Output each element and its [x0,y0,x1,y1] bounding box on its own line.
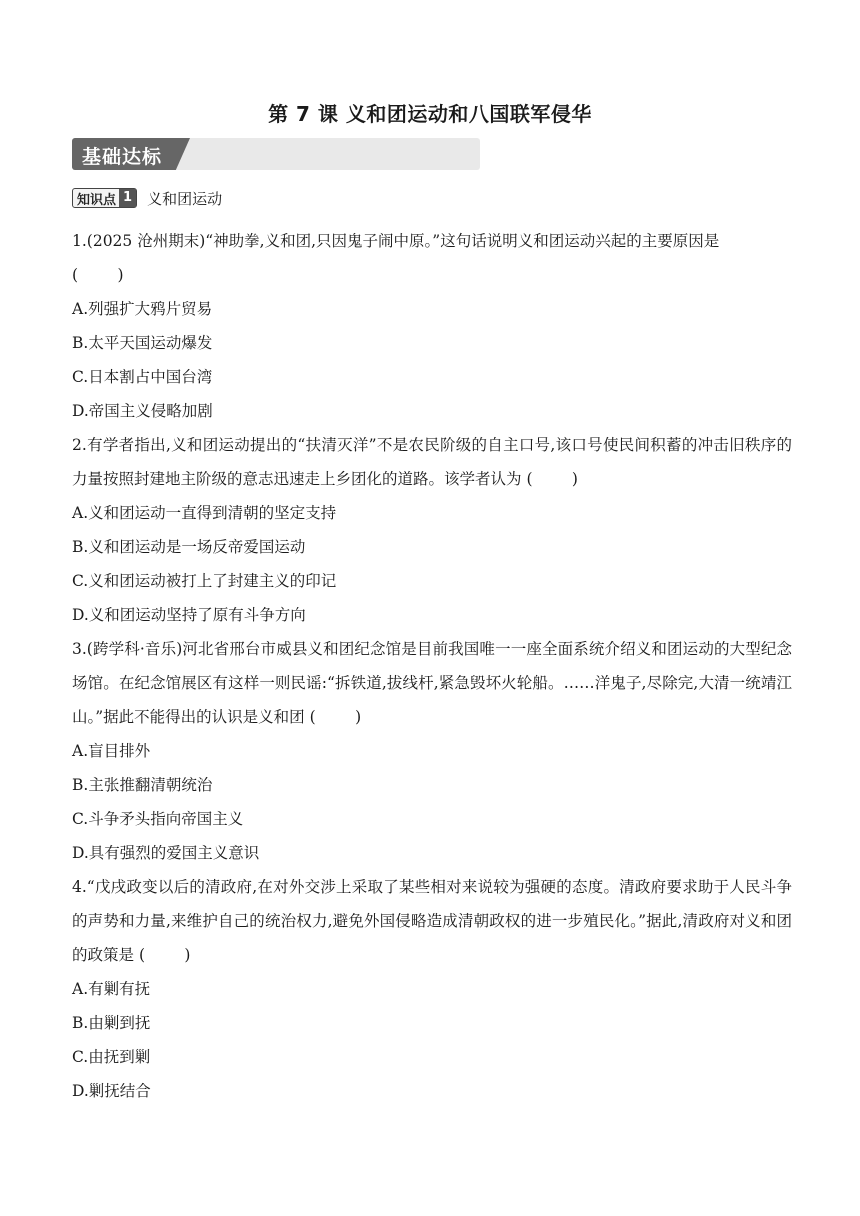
knowledge-point-number: 1 [119,189,136,207]
question-3 [72,632,792,870]
question-stem-text: 2.有学者指出,义和团运动提出的“扶清灭洋”不是农民阶级的自主口号,该口号使民间积蓄的冲击旧秩序的力量按照封建地主阶级的意志迅速走上乡团化的道路。该学者认为 [72,436,792,488]
option-d: D.剿抚结合 [72,1082,151,1100]
option-a: A.盲目排外 [72,742,151,760]
knowledge-point-badge-label: 知识点 [77,192,117,208]
knowledge-point-badge [72,188,137,208]
answer-bracket: ( ) [138,946,191,964]
option-d: D.帝国主义侵略加剧 [72,402,213,420]
option-b: B.由剿到抚 [72,1014,151,1032]
option-a: A.义和团运动一直得到清朝的坚定支持 [72,504,337,522]
question-stem [72,632,792,734]
option-b: B.主张推翻清朝统治 [72,776,213,794]
question-stem-text: 1.(2025 沧州期末)“神助拳,义和团,只因鬼子闹中原。”这句话说明义和团运动兴起的主要原因是 [72,232,720,250]
question-stem-text: 4.“戊戌政变以后的清政府,在对外交涉上采取了某些相对来说较为强硬的态度。清政府要求助于人民斗争的声势和力量,来维护自己的统治权力,避免外国侵略造成清朝政权的进一步殖民化。”据此,清政府对义和团的政策是 [72,878,792,964]
option-c: C.斗争矛头指向帝国主义 [72,810,244,828]
question-stem [72,870,792,972]
option-a: A.列强扩大鸦片贸易 [72,300,213,318]
option-d: D.义和团运动坚持了原有斗争方向 [72,606,306,624]
question-list [72,224,792,1108]
question-stem [72,224,792,292]
question-4 [72,870,792,1108]
option-a: A.有剿有抚 [72,980,151,998]
answer-bracket: ( ) [526,470,578,488]
answer-bracket: ( ) [309,708,362,726]
question-1 [72,224,792,428]
option-d: D.具有强烈的爱国主义意识 [72,844,260,862]
question-stem-text: 3.(跨学科·音乐)河北省邢台市威县义和团纪念馆是目前我国唯一一座全面系统介绍义和团运动的大型纪念场馆。在纪念馆展区有这样一则民谣:“拆铁道,拔线杆,紧急毁坏火轮船。……洋鬼子,尽除完,大清一统靖江山。”据此不能得出的认识是义和团 [72,640,792,726]
question-stem [72,428,792,496]
option-b: B.太平天国运动爆发 [72,334,213,352]
option-c: C.日本割占中国台湾 [72,368,213,386]
lesson-title: 第 7 课 义和团运动和八国联军侵华 [268,102,592,126]
option-c: C.由抚到剿 [72,1048,151,1066]
section-banner [72,138,480,170]
knowledge-point-header [72,186,222,210]
answer-bracket: ( ) [72,266,124,284]
knowledge-point-title: 义和团运动 [147,189,223,208]
option-c: C.义和团运动被打上了封建主义的印记 [72,572,337,590]
question-2 [72,428,792,632]
option-b: B.义和团运动是一场反帝爱国运动 [72,538,306,556]
section-label: 基础达标 [82,146,163,168]
